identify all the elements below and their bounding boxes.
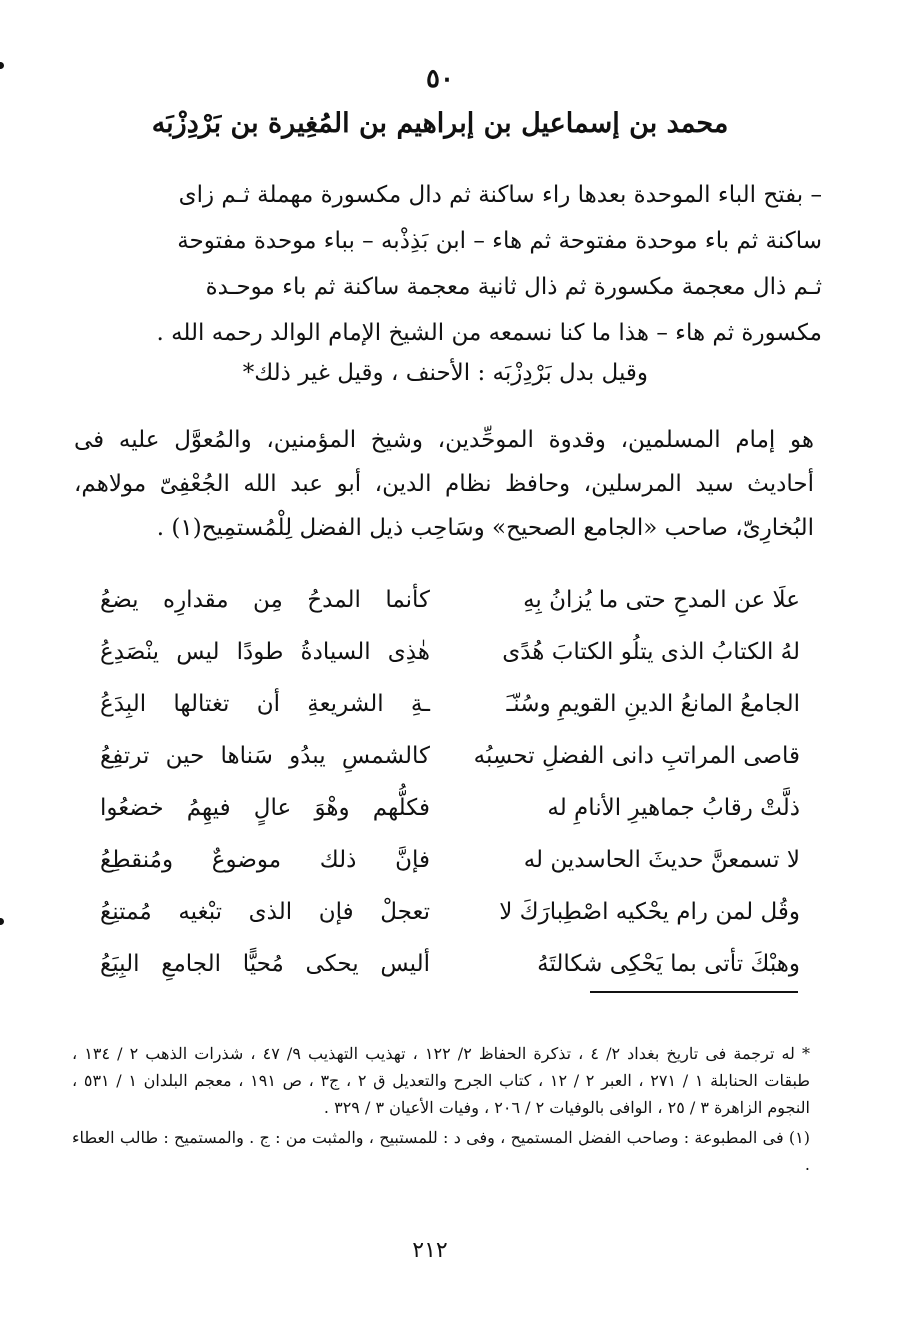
footnote-star: * له ترجمة فى تاريخ بغداد ٢/ ٤ ، تذكرة الحفاظ ٢/ ١٢٢ ، تهذيب التهذيب ٩/ ٤٧ ، شذرات الذهب ٢ / ١٣٤ ، طبقات الحنابلة ١ / ٢٧١ ، العبر ٢ / ١٢ ، كتاب الجرح والتعديل ق ٢ ، ج٣ ، ص ١٩١ ، معجم البلدان ١ / ٥٣١ ، النجوم الزاهرة ٣ / ٢٥ ، الوافى بالوفيات ٢ / ٢٠٦ ، وفيات الأعيان ٣ / ٣٢٩ . [72, 1044, 811, 1117]
verse-first-hemistich: علَا عن المدحِ حتى ما يُزانُ بِهِ [523, 587, 800, 613]
entry-title: محمد بن إسماعيل بن إبراهيم بن المُغِيرة بن بَرْدِزْبَه [151, 108, 729, 139]
verse-second-hemistich: ـةِ الشريعةِ أن تغتالها البِدَعُ [100, 691, 430, 717]
intro-line: ثـم ذال معجمة مكسورة ثم ذال ثانية معجمة ساكنة ثم باء موحـدة [205, 274, 822, 300]
verse-line [100, 938, 800, 990]
intro-line: – بفتح الباء الموحدة بعدها راء ساكنة ثم دال مكسورة مهملة ثـم زاى [178, 182, 822, 208]
verse-second-hemistich: فإنَّ ذلك موضوعٌ ومُنقطِعُ [100, 847, 430, 873]
verse-line [100, 574, 800, 626]
footnote-divider [590, 991, 798, 993]
paragraph-text: هو إمام المسلمين، وقدوة الموحِّدين، وشيخ المؤمنين، والمُعوَّل عليه فى أحاديث سيد المرسلين، وحافظ نظام الدين، أبو عبد الله الجُعْفِىّ مولاهم، البُخارِىّ، صاحب «الجامع الصحيح» وسَاحِب ذيل الفضل لِلْمُستمِيح(١) . [74, 427, 814, 541]
footnotes [72, 1040, 810, 1181]
verse-first-hemistich: وقُل لمن رام يحْكيه اصْطِبارَكَ لا [499, 899, 800, 925]
verse-first-hemistich: وهبْكَ تأتى بما يَحْكِى شكالتَهُ [537, 951, 800, 977]
verse-second-hemistich: أليس يحكى مُحيًّا الجامعِ البِيَعُ [100, 951, 430, 977]
verse-line [100, 886, 800, 938]
verse-line [100, 626, 800, 678]
verse-line [100, 730, 800, 782]
verse-second-hemistich: كالشمسِ يبدُو سَناها حين ترتفِعُ [100, 743, 430, 769]
verse-line [100, 678, 800, 730]
intro-line: ساكنة ثم باء موحدة مفتوحة ثم هاء – ابن بَذِذْبه – بباء موحدة مفتوحة [177, 228, 822, 254]
verse-first-hemistich: لا تسمعنَّ حديثَ الحاسدين له [523, 847, 800, 873]
verse-first-hemistich: الجامعُ المانعُ الدينِ القويمِ وسُنّـَ [506, 691, 800, 717]
entry-number: ٥٠ [426, 64, 454, 94]
footnote-1: (١) فى المطبوعة : وصاحب الفضل المستميح ، وفى د : للمستبيح ، والمثبت من : ج . والمستميح : طالب العطاء . [72, 1128, 810, 1174]
verse-second-hemistich: تعجلْ فإن الذى تبْغيه مُمتنِعُ [100, 899, 430, 925]
scan-edge-mark-bottom [0, 918, 4, 925]
verse-first-hemistich: لهُ الكتابُ الذى يتلُو الكتابَ هُدًى [502, 639, 800, 665]
intro-line: مكسورة ثم هاء – هذا ما كنا نسمعه من الشيخ الإمام الوالد رحمه الله . [156, 320, 822, 346]
name-pronunciation-note [152, 172, 822, 356]
poem [100, 574, 800, 990]
biography-paragraph [74, 418, 814, 550]
verse-second-hemistich: كأنما المدحُ مِن مقدارِه يضعُ [100, 587, 430, 613]
verse-first-hemistich: قاصى المراتبِ دانى الفضلِ تحسِبُه [473, 743, 800, 769]
verse-line [100, 782, 800, 834]
verse-line [100, 834, 800, 886]
verse-first-hemistich: ذلَّتْ رقابُ جماهيرِ الأنامِ له [547, 795, 800, 821]
verse-second-hemistich: فكلُّهم وهْوَ عالٍ فيهِمُ خضعُوا [100, 795, 430, 821]
alternate-name-note: وقيل بدل بَرْدِزْبَه : الأحنف ، وقيل غير ذلك* [242, 360, 648, 386]
page-number: ٢١٢ [412, 1238, 448, 1263]
verse-second-hemistich: هٰذِى السيادةُ طودًا ليس ينْصَدِعُ [100, 639, 430, 665]
